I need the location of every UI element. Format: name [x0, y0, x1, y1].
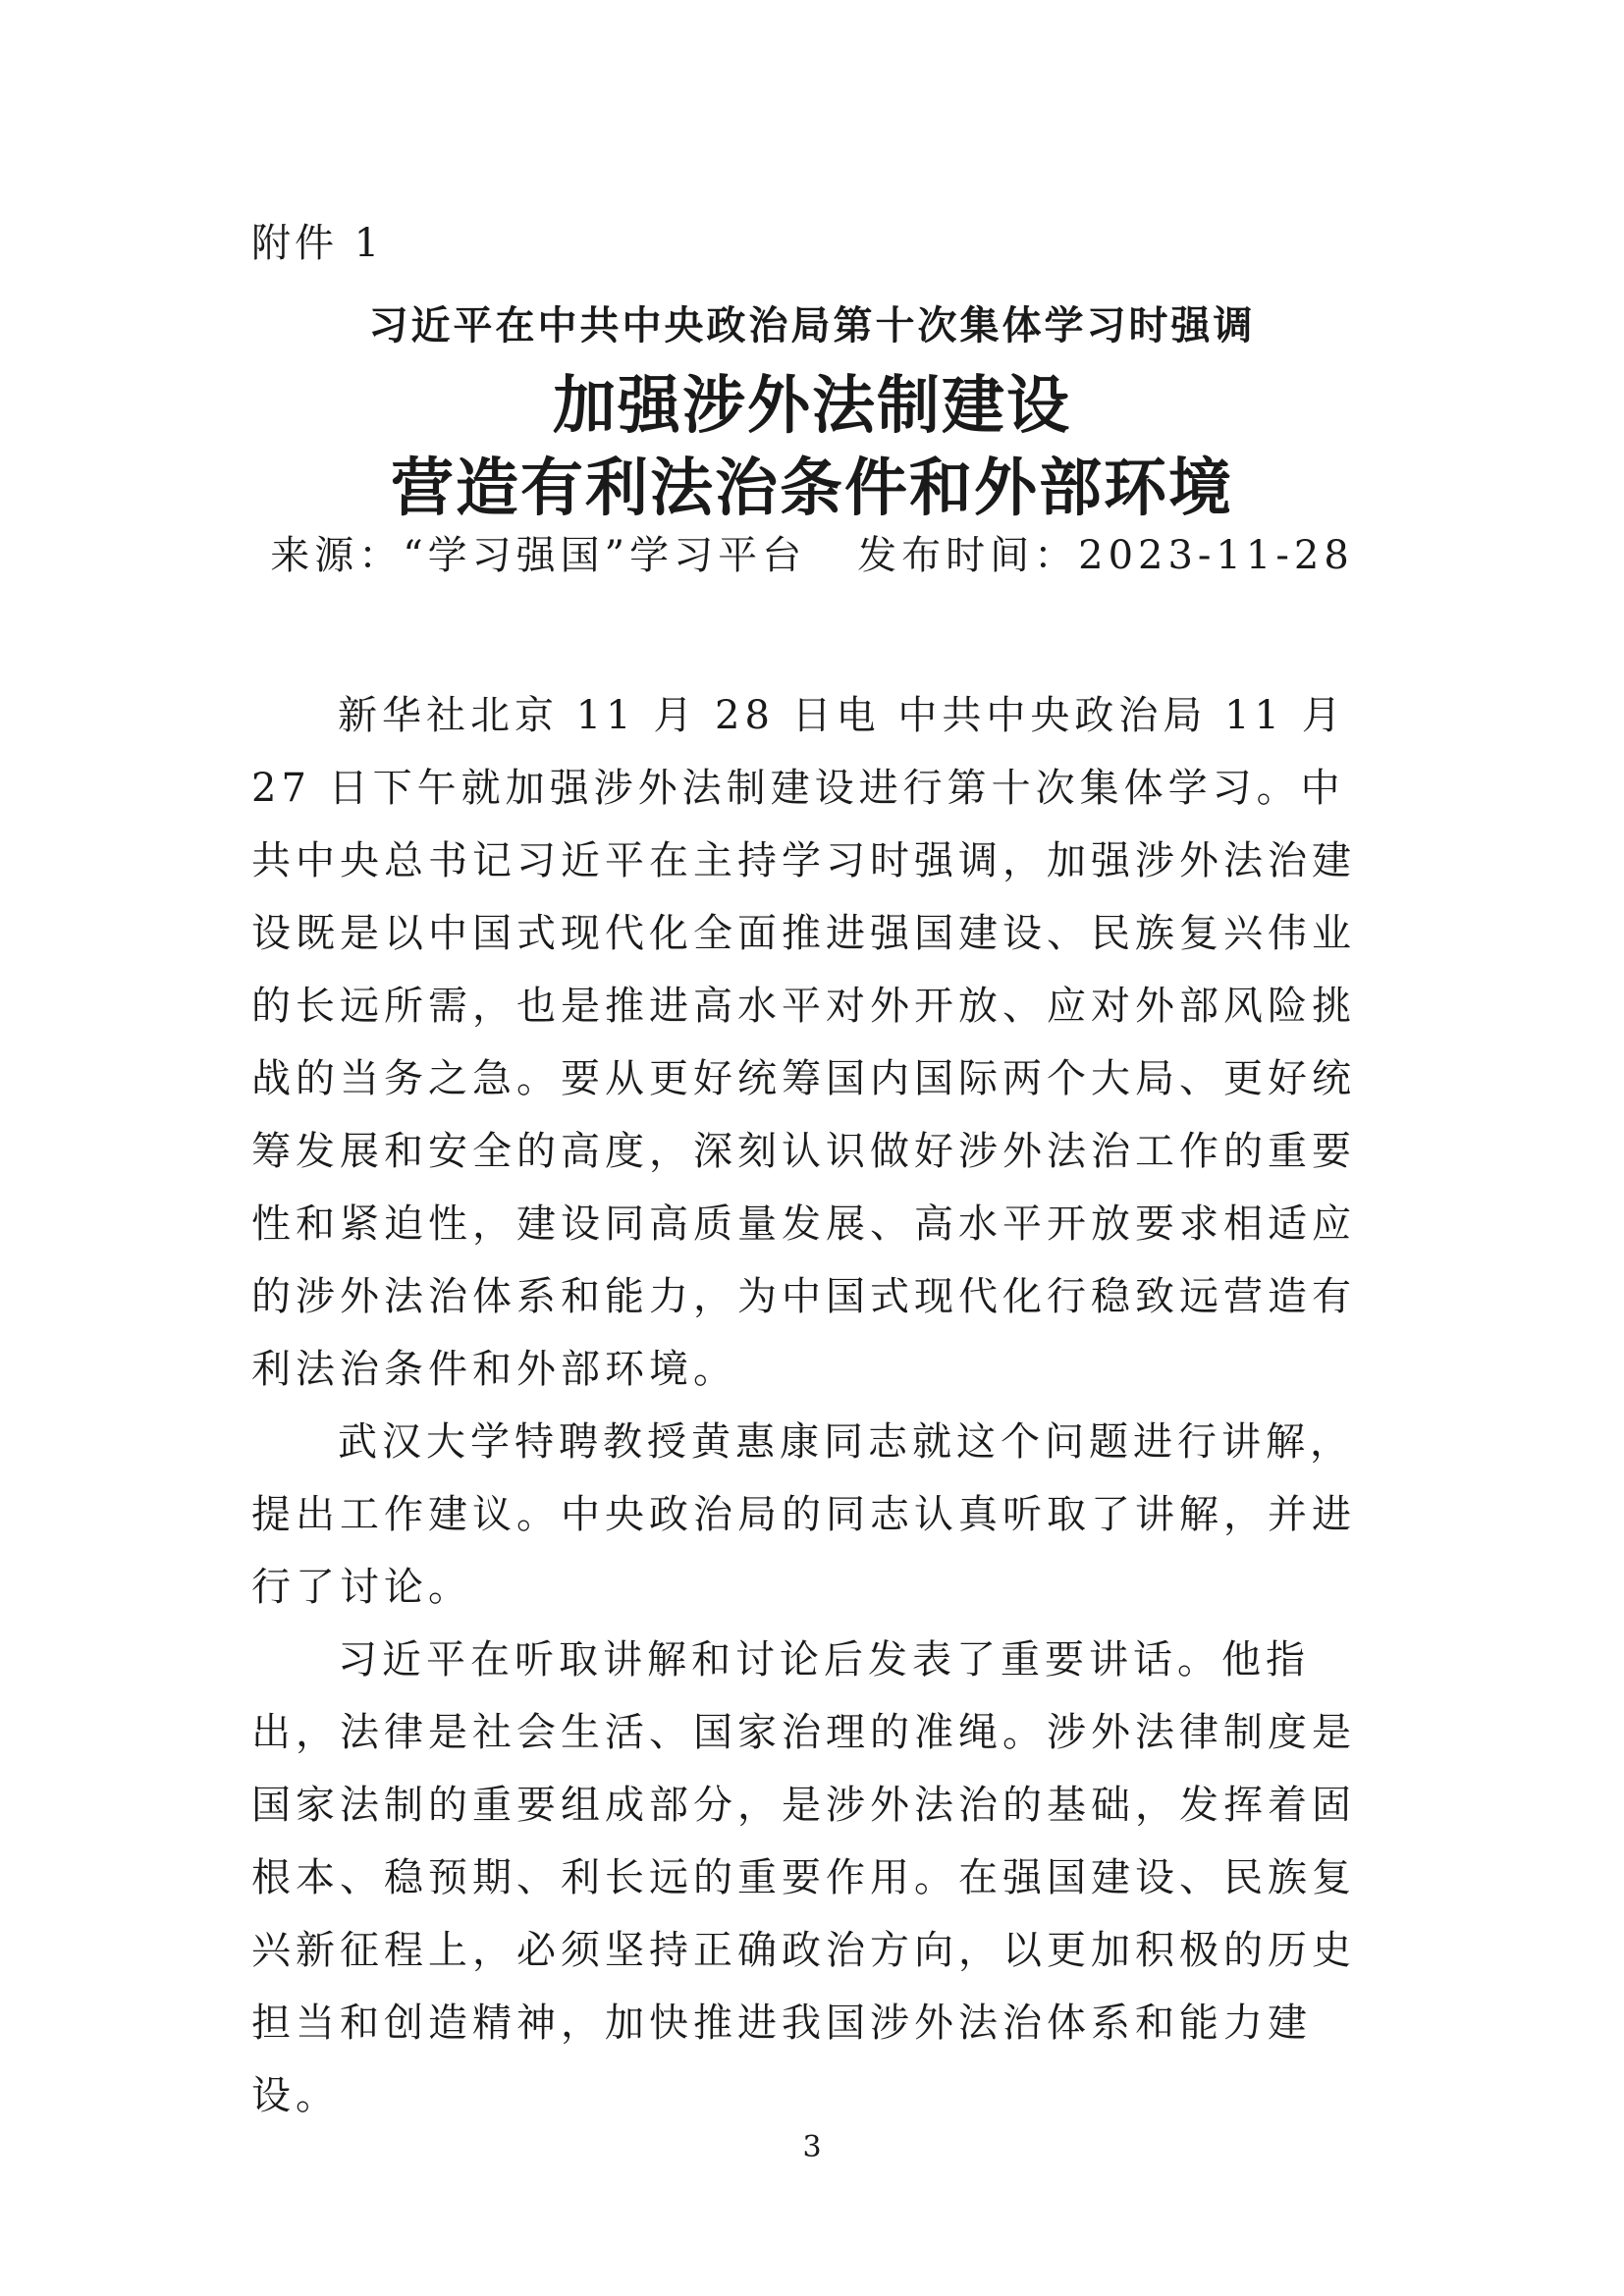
source-metadata: [0, 524, 1624, 580]
headline-line-1: 加强涉外法制建设: [553, 370, 1071, 443]
paragraph: 新华社北京 11 月 28 日电 中共中央政治局 11 月 27 日下午就加强涉外法制建设进行第十次集体学习。中共中央总书记习近平在主持学习时强调，加强涉外法治建设既是以中国式现代化全面推进强国建设、民族复兴伟业的长远所需，也是推进高水平对外开放、应对外部风险挑战的当务之急。要从更好统筹国内国际两个大局、更好统筹发展和安全的高度，深刻认识做好涉外法治工作的重要性和紧迫性，建设同高质量发展、高水平开放要求相适应的涉外法治体系和能力，为中国式现代化行稳致远营造有利法治条件和外部环境。: [251, 693, 1356, 1392]
page-number: 3: [802, 2130, 822, 2164]
attachment-label: 附件 1: [251, 221, 384, 266]
paragraph: 习近平在听取讲解和讨论后发表了重要讲话。他指出，法律是社会生活、国家治理的准绳。涉外法律制度是国家法制的重要组成部分，是涉外法治的基础，发挥着固根本、稳预期、利长远的重要作用。在强国建设、民族复兴新征程上，必须坚持正确政治方向，以更加积极的历史担当和创造精神，加快推进我国涉外法治体系和能力建设。: [251, 1637, 1356, 2118]
publish-date: 发布时间：2023-11-28: [857, 533, 1354, 578]
source-text: 来源：“学习强国”学习平台: [270, 533, 807, 578]
headline-line-2: 营造有利法治条件和外部环境: [391, 453, 1233, 525]
article-body: [251, 679, 1382, 2132]
paragraph: 武汉大学特聘教授黄惠康同志就这个问题进行讲解，提出工作建议。中央政治局的同志认真听取了讲解，并进行了讨论。: [251, 1419, 1356, 1610]
headline-kicker: 习近平在中共中央政治局第十次集体学习时强调: [368, 303, 1256, 348]
